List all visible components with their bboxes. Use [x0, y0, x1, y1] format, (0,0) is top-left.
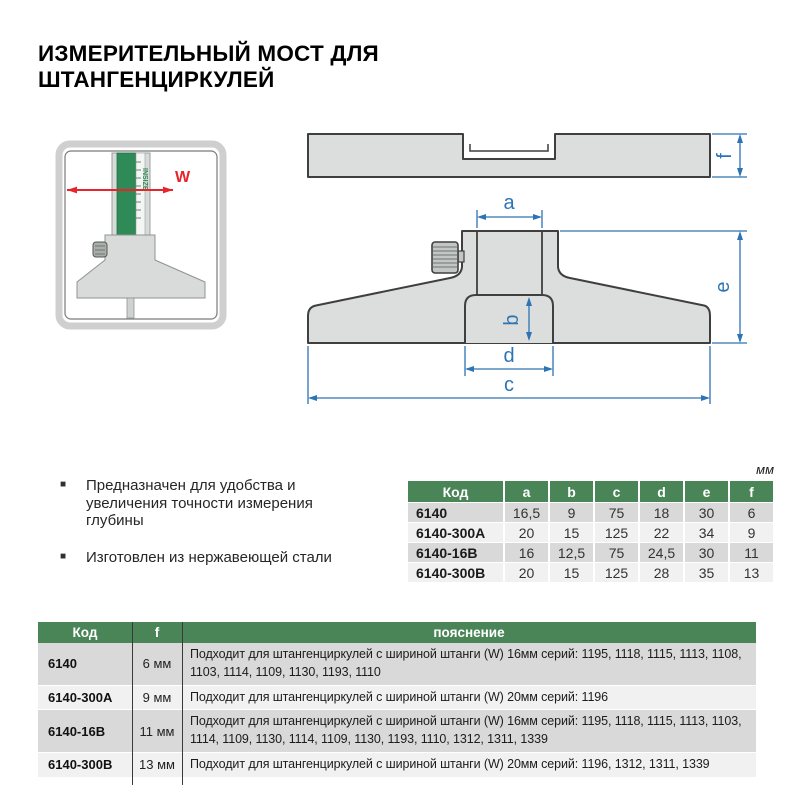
cell-note: Подходит для штангенциркулей с шириной штанги (W) 16мм серий: 1195, 1118, 1115, 1113, 1103, 1114, 1109, 1130, 1114, 1109, 1130, 1193, 1110, 1312, 1311, 1339: [182, 710, 756, 753]
cell-c: 125: [594, 563, 639, 583]
brand-logo: INSIZE: [141, 168, 148, 191]
col-header-d: d: [639, 481, 684, 503]
table-row: [408, 563, 774, 583]
dimensions-table: [408, 481, 775, 583]
page-title: [38, 41, 379, 93]
dim-label-b: b: [501, 314, 523, 326]
description-table-wrap: [38, 622, 756, 778]
col-header-a: a: [504, 481, 549, 503]
cell-f: 6 мм: [132, 643, 182, 685]
cell-f: 11: [729, 543, 774, 563]
col-header-code: Код: [408, 481, 504, 503]
cell-b: 9: [549, 503, 594, 523]
feature-text: Изготовлен из нержавеющей стали: [86, 548, 332, 566]
cell-f: 6: [729, 503, 774, 523]
cell-c: 125: [594, 523, 639, 543]
cell-e: 34: [684, 523, 729, 543]
description-table: [38, 622, 756, 778]
col-header-b: b: [549, 481, 594, 503]
cell-note: Подходит для штангенциркулей с шириной штанги (W) 20мм серий: 1196, 1312, 1311, 1339: [182, 752, 756, 777]
col-header-code: Код: [38, 622, 132, 643]
table-row: [408, 523, 774, 543]
cell-c: 75: [594, 503, 639, 523]
col-header-f: f: [729, 481, 774, 503]
cell-code: 6140-16B: [408, 543, 504, 563]
cell-f: 9: [729, 523, 774, 543]
table-row: [38, 685, 756, 710]
units-label: мм: [756, 462, 774, 477]
page-title-line1: ИЗМЕРИТЕЛЬНЫЙ МОСТ ДЛЯ: [38, 41, 379, 67]
plate-outline: [308, 134, 710, 177]
feature-item: [60, 477, 360, 530]
table-row: [408, 543, 774, 563]
cell-code: 6140-300A: [408, 523, 504, 543]
cell-code: 6140-300A: [38, 685, 132, 710]
table-row: [38, 710, 756, 753]
cell-d: 18: [639, 503, 684, 523]
dim-label-e: e: [712, 281, 734, 293]
drawing-front-view: [308, 192, 747, 404]
col-header-note: пояснение: [182, 622, 756, 643]
cell-note: Подходит для штангенциркулей с шириной штанги (W) 20мм серий: 1196: [182, 685, 756, 710]
cell-b: 12,5: [549, 543, 594, 563]
cell-f: 9 мм: [132, 685, 182, 710]
cell-d: 24,5: [639, 543, 684, 563]
feature-item: [60, 549, 360, 567]
technical-drawing: [280, 110, 800, 410]
table-row: [408, 503, 774, 523]
cell-code: 6140-300B: [38, 752, 132, 777]
cell-note: Подходит для штангенциркулей с шириной штанги (W) 16мм серий: 1195, 1118, 1115, 1113, 1108, 1103, 1114, 1109, 1130, 1193, 1110: [182, 643, 756, 685]
dim-label-f: f: [714, 153, 736, 159]
col-header-e: e: [684, 481, 729, 503]
cell-b: 15: [549, 563, 594, 583]
cell-code: 6140: [408, 503, 504, 523]
cell-code: 6140-300B: [408, 563, 504, 583]
depth-rod: [127, 298, 134, 318]
cell-a: 16,5: [504, 503, 549, 523]
table-column-rule: [182, 622, 183, 785]
feature-list: [60, 477, 360, 585]
cell-a: 20: [504, 563, 549, 583]
cell-a: 20: [504, 523, 549, 543]
cell-a: 16: [504, 543, 549, 563]
drawing-top-view: [308, 134, 747, 177]
cell-b: 15: [549, 523, 594, 543]
dimensions-header-row: [408, 481, 774, 503]
dim-label-d: d: [503, 345, 515, 367]
bullet-square-icon: ■: [60, 550, 67, 562]
clamp-screw: [432, 242, 464, 273]
page-title-line2: ШТАНГЕНЦИРКУЛЕЙ: [38, 67, 275, 93]
caliper-scale-strip: [136, 153, 145, 238]
feature-text: Предназначен для удобства и увеличения точности измерения глубины: [86, 477, 313, 530]
slot-lip: [470, 144, 548, 151]
description-header-row: [38, 622, 756, 643]
cell-e: 35: [684, 563, 729, 583]
table-row: [38, 752, 756, 777]
cell-d: 22: [639, 523, 684, 543]
col-header-c: c: [594, 481, 639, 503]
table-column-rule: [132, 622, 133, 785]
cell-e: 30: [684, 543, 729, 563]
cell-d: 28: [639, 563, 684, 583]
bullet-square-icon: ■: [60, 479, 67, 490]
product-photo: [55, 140, 227, 330]
cell-code: 6140: [38, 643, 132, 685]
dim-label-c: c: [504, 374, 514, 396]
cell-c: 75: [594, 543, 639, 563]
dim-label-a: a: [503, 192, 515, 214]
cell-e: 30: [684, 503, 729, 523]
cell-code: 6140-16B: [38, 710, 132, 753]
w-label: W: [175, 169, 191, 186]
col-header-f: f: [132, 622, 182, 643]
cell-f: 13 мм: [132, 752, 182, 777]
cell-f: 11 мм: [132, 710, 182, 753]
cell-f: 13: [729, 563, 774, 583]
table-row: [38, 643, 756, 685]
